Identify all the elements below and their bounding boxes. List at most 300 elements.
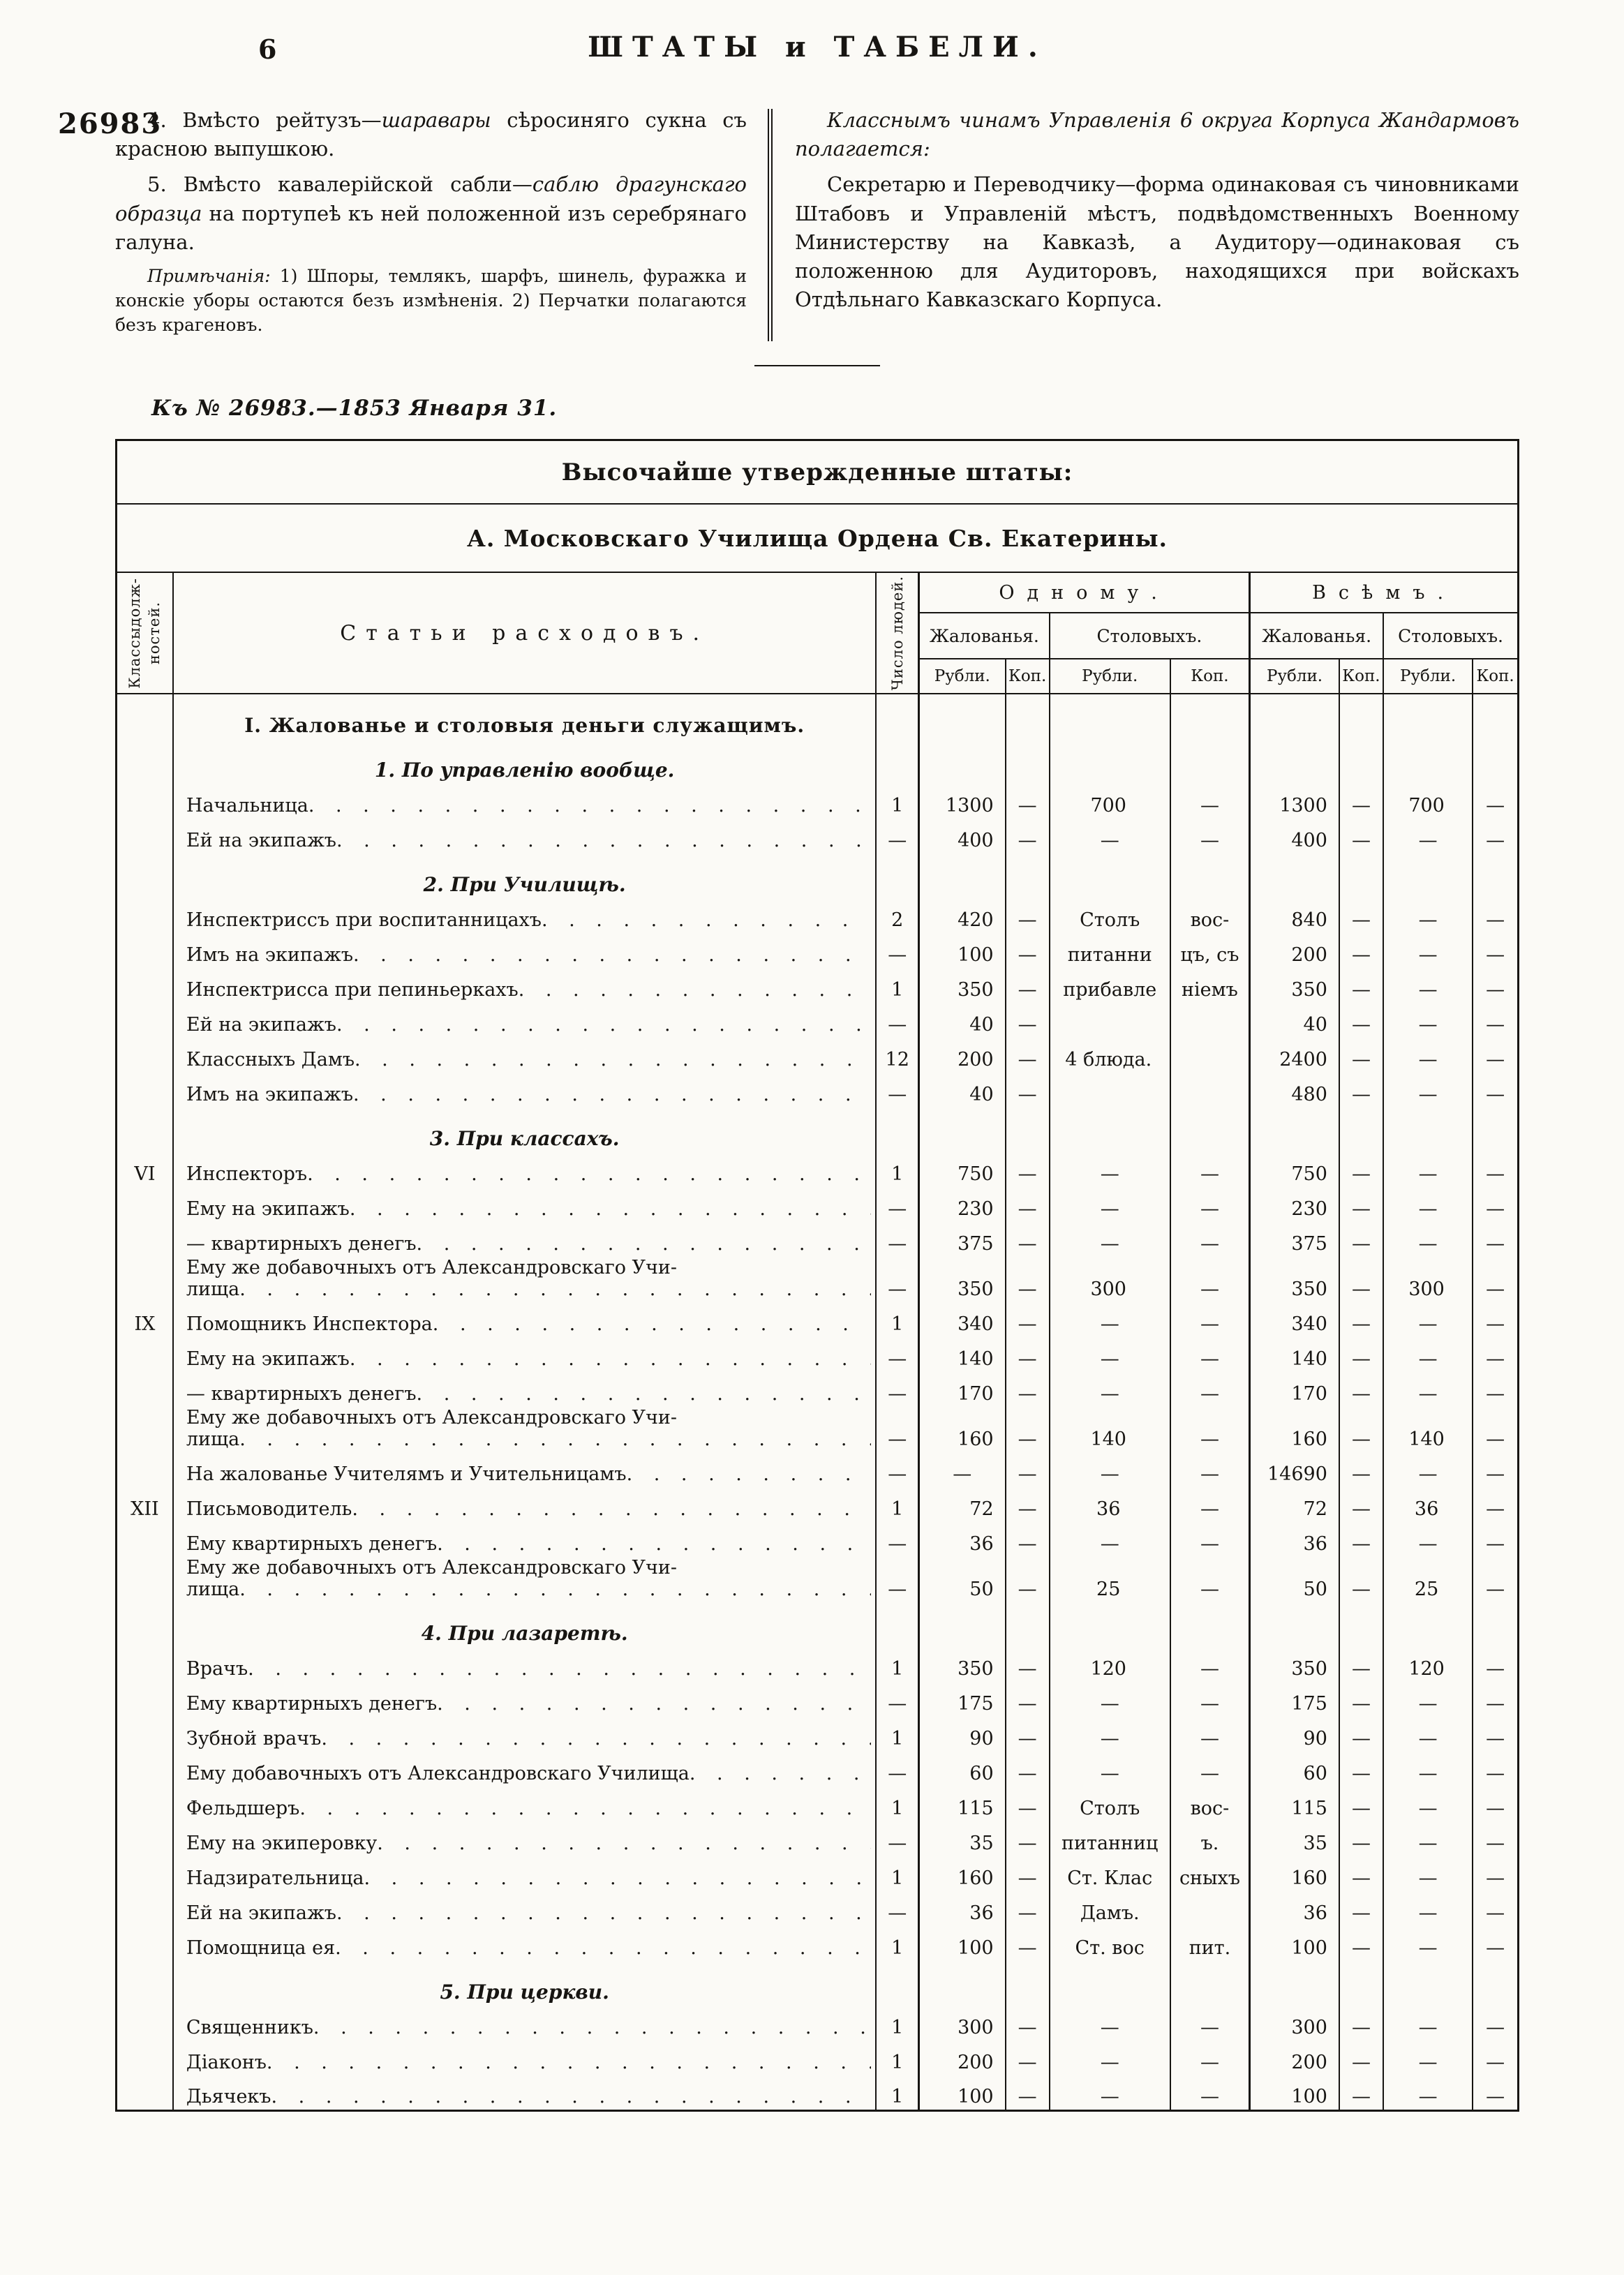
value-cell: 400 bbox=[1250, 819, 1339, 853]
cell bbox=[918, 739, 1005, 784]
value-cell: 25 bbox=[1050, 1557, 1170, 1602]
people-count-cell: — bbox=[876, 1522, 918, 1557]
intro-left-column bbox=[115, 106, 768, 344]
value-cell: — bbox=[1473, 784, 1518, 819]
expense-label-cell bbox=[173, 1073, 877, 1107]
dot-leader bbox=[336, 830, 871, 851]
class-rank-cell bbox=[117, 1073, 173, 1107]
item-row bbox=[117, 1717, 1519, 1752]
value-cell: — bbox=[1473, 1038, 1518, 1073]
expense-label: лища bbox=[186, 1278, 240, 1301]
value-cell: — bbox=[1473, 898, 1518, 933]
dot-leader bbox=[336, 1902, 871, 1924]
cell bbox=[1006, 1107, 1050, 1152]
value-cell: — bbox=[1473, 1821, 1518, 1856]
item-row bbox=[117, 2006, 1519, 2041]
value-cell: 300 bbox=[1250, 2006, 1339, 2041]
value-cell: — bbox=[1006, 2075, 1050, 2110]
value-cell: — bbox=[1473, 1257, 1518, 1302]
value-cell: — bbox=[1006, 819, 1050, 853]
value-cell: — bbox=[1006, 1856, 1050, 1891]
value-cell: 140 bbox=[1383, 1407, 1473, 1452]
value-cell: — bbox=[1006, 784, 1050, 819]
expense-label-cell bbox=[173, 1682, 877, 1717]
value-cell: — bbox=[1006, 1752, 1050, 1787]
cell bbox=[1383, 1602, 1473, 1647]
dot-leader bbox=[299, 1798, 871, 1819]
class-rank-cell bbox=[117, 1682, 173, 1717]
class-rank-cell bbox=[117, 1372, 173, 1407]
value-cell: — bbox=[1473, 1682, 1518, 1717]
cell bbox=[1339, 853, 1383, 898]
value-cell: 100 bbox=[918, 1926, 1005, 1961]
cell bbox=[1050, 739, 1170, 784]
value-cell: — bbox=[1383, 1003, 1473, 1038]
value-cell: — bbox=[1473, 1926, 1518, 1961]
column-divider bbox=[768, 109, 773, 341]
expense-label-cell bbox=[173, 1787, 877, 1821]
value-cell: — bbox=[1473, 933, 1518, 968]
value-cell: — bbox=[1383, 2075, 1473, 2110]
people-count-cell: 1 bbox=[876, 2041, 918, 2075]
people-count-cell: 1 bbox=[876, 1152, 918, 1187]
value-cell: — bbox=[1006, 1891, 1050, 1926]
value-cell: — bbox=[1339, 1452, 1383, 1487]
column-header-expense-items: Статьи расходовъ. bbox=[173, 572, 877, 694]
value-cell: — bbox=[1006, 1821, 1050, 1856]
value-cell: 72 bbox=[1250, 1487, 1339, 1522]
class-rank-cell bbox=[117, 2041, 173, 2075]
people-count-cell: 1 bbox=[876, 1926, 918, 1961]
expense-label: лища bbox=[186, 1579, 240, 1601]
value-cell: Ст. Клас bbox=[1050, 1856, 1170, 1891]
value-cell: — bbox=[1050, 1187, 1170, 1222]
value-cell: 35 bbox=[918, 1821, 1005, 1856]
expense-label: Ему квартирныхъ денегъ bbox=[186, 1533, 438, 1556]
section-label-cell bbox=[173, 739, 877, 784]
people-count-cell: — bbox=[876, 1407, 918, 1452]
value-cell: 840 bbox=[1250, 898, 1339, 933]
paragraph bbox=[115, 170, 747, 257]
value-cell: — bbox=[1339, 1337, 1383, 1372]
expense-label: Ему же добавочныхъ отъ Александровскаго Учи- bbox=[186, 1257, 678, 1279]
class-rank-cell bbox=[117, 1187, 173, 1222]
expense-label: Ему на экиперовку bbox=[186, 1833, 378, 1855]
class-rank-cell bbox=[117, 1856, 173, 1891]
value-cell: питанниц bbox=[1050, 1821, 1170, 1856]
column-header-people-count bbox=[876, 572, 918, 694]
text-segment: 4. Вмѣсто рейтузъ— bbox=[147, 108, 382, 132]
expense-label: Инспектриссъ при воспитанницахъ bbox=[186, 909, 542, 932]
item-row bbox=[117, 819, 1519, 853]
value-cell: — bbox=[1170, 1337, 1250, 1372]
value-cell: — bbox=[1339, 1487, 1383, 1522]
value-cell: — bbox=[1050, 2006, 1170, 2041]
expense-label: Ему же добавочныхъ отъ Александровскаго Учи- bbox=[186, 1407, 678, 1429]
item-row bbox=[117, 1752, 1519, 1787]
value-cell: 36 bbox=[918, 1522, 1005, 1557]
value-cell: вос- bbox=[1170, 898, 1250, 933]
expense-label: — квартирныхъ денегъ bbox=[186, 1383, 417, 1405]
dot-leader bbox=[307, 1163, 871, 1185]
column-header-rubles: Рубли. bbox=[1383, 659, 1473, 694]
value-cell: — bbox=[1339, 1752, 1383, 1787]
expense-label-cell bbox=[173, 1222, 877, 1257]
value-cell: 175 bbox=[918, 1682, 1005, 1717]
section-label: 4. При лазаретѣ. bbox=[421, 1622, 628, 1646]
value-cell: — bbox=[1383, 1522, 1473, 1557]
item-row bbox=[117, 1038, 1519, 1073]
dot-leader bbox=[248, 1658, 871, 1680]
column-header-rubles: Рубли. bbox=[918, 659, 1005, 694]
value-cell: — bbox=[1050, 1152, 1170, 1187]
dot-leader bbox=[271, 2086, 871, 2108]
value-cell: — bbox=[1050, 1522, 1170, 1557]
class-rank-cell bbox=[117, 1752, 173, 1787]
value-cell: — bbox=[1170, 1682, 1250, 1717]
item-row bbox=[117, 933, 1519, 968]
value-cell: 2400 bbox=[1250, 1038, 1339, 1073]
section-label-cell bbox=[173, 1602, 877, 1647]
column-group-each: Одному. bbox=[918, 572, 1249, 613]
value-cell: — bbox=[1473, 1891, 1518, 1926]
value-cell: — bbox=[1383, 898, 1473, 933]
paragraph bbox=[795, 106, 1519, 163]
value-cell: 350 bbox=[918, 1647, 1005, 1682]
class-rank-cell bbox=[117, 1407, 173, 1452]
value-cell: — bbox=[1339, 1926, 1383, 1961]
value-cell: цъ, съ bbox=[1170, 933, 1250, 968]
value-cell: — bbox=[1383, 1717, 1473, 1752]
value-cell: 100 bbox=[918, 2075, 1005, 2110]
value-cell bbox=[1170, 1073, 1250, 1107]
value-cell: — bbox=[1473, 1337, 1518, 1372]
cell bbox=[876, 853, 918, 898]
value-cell: — bbox=[1170, 1717, 1250, 1752]
value-cell: — bbox=[1006, 1187, 1050, 1222]
column-group-all: Всѣмъ. bbox=[1250, 572, 1519, 613]
cell bbox=[1006, 739, 1050, 784]
value-cell: 36 bbox=[1250, 1522, 1339, 1557]
expense-label: Фельдшеръ bbox=[186, 1798, 300, 1820]
value-cell: — bbox=[1473, 1487, 1518, 1522]
expense-label: Діаконъ bbox=[186, 2052, 267, 2074]
dot-leader bbox=[350, 1348, 872, 1370]
value-cell: пит. bbox=[1170, 1926, 1250, 1961]
value-cell: 350 bbox=[918, 968, 1005, 1003]
people-count-cell: — bbox=[876, 1222, 918, 1257]
value-cell: 60 bbox=[918, 1752, 1005, 1787]
expense-label: Ему квартирныхъ денегъ bbox=[186, 1693, 438, 1715]
value-cell: — bbox=[1006, 1222, 1050, 1257]
class-rank-cell bbox=[117, 1647, 173, 1682]
cell bbox=[1170, 1107, 1250, 1152]
value-cell: 350 bbox=[1250, 1257, 1339, 1302]
expense-label-cell bbox=[173, 2075, 877, 2110]
dot-leader bbox=[417, 1383, 872, 1405]
cell bbox=[1383, 1961, 1473, 2006]
value-cell: — bbox=[1006, 1522, 1050, 1557]
value-cell: — bbox=[1170, 1372, 1250, 1407]
value-cell: — bbox=[1006, 1407, 1050, 1452]
expense-label: На жалованье Учителямъ и Учительницамъ bbox=[186, 1463, 627, 1486]
cell bbox=[1250, 853, 1339, 898]
value-cell: 170 bbox=[1250, 1372, 1339, 1407]
expense-label: Ему добавочныхъ отъ Александровскаго Училища bbox=[186, 1763, 690, 1785]
item-row bbox=[117, 1647, 1519, 1682]
column-header-board-each: Столовыхъ. bbox=[1050, 613, 1250, 659]
section-row bbox=[117, 1107, 1519, 1152]
value-cell: — bbox=[1473, 2041, 1518, 2075]
value-cell: — bbox=[1473, 1152, 1518, 1187]
value-cell: — bbox=[1050, 1372, 1170, 1407]
dot-leader bbox=[519, 979, 872, 1001]
class-rank-cell bbox=[117, 1821, 173, 1856]
value-cell: 350 bbox=[918, 1257, 1005, 1302]
value-cell: — bbox=[1050, 1682, 1170, 1717]
value-cell: — bbox=[1339, 1152, 1383, 1187]
value-cell: 140 bbox=[1050, 1407, 1170, 1452]
class-rank-cell bbox=[117, 1337, 173, 1372]
value-cell: — bbox=[1339, 898, 1383, 933]
people-count-cell: 1 bbox=[876, 784, 918, 819]
class-rank-cell bbox=[117, 1717, 173, 1752]
expense-label-cell bbox=[173, 1038, 877, 1073]
expense-label: Классныхъ Дамъ bbox=[186, 1049, 355, 1071]
expense-label: Письмоводитель bbox=[186, 1498, 352, 1521]
value-cell: — bbox=[1339, 1302, 1383, 1337]
expense-label: Ему на экипажъ bbox=[186, 1198, 350, 1221]
value-cell: 115 bbox=[918, 1787, 1005, 1821]
expense-label-cell bbox=[173, 968, 877, 1003]
expense-label-cell bbox=[173, 933, 877, 968]
expense-label-cell bbox=[173, 898, 877, 933]
value-cell: — bbox=[1050, 2075, 1170, 2110]
value-cell: — bbox=[1170, 2075, 1250, 2110]
value-cell: — bbox=[1050, 1222, 1170, 1257]
value-cell: — bbox=[1339, 1073, 1383, 1107]
value-cell: 230 bbox=[1250, 1187, 1339, 1222]
paragraph bbox=[115, 106, 747, 163]
value-cell: — bbox=[1050, 1717, 1170, 1752]
value-cell: 40 bbox=[918, 1073, 1005, 1107]
value-cell: сныхъ bbox=[1170, 1856, 1250, 1891]
class-rank-cell bbox=[117, 2075, 173, 2110]
value-cell: — bbox=[1473, 1407, 1518, 1452]
value-cell bbox=[1170, 1891, 1250, 1926]
item-row bbox=[117, 1073, 1519, 1107]
expense-label: Имъ на экипажъ bbox=[186, 944, 353, 967]
expense-label-cell bbox=[173, 1752, 877, 1787]
text-segment: Секретарю и Переводчику—форма одинаковая съ чиновниками Штабовъ и Управленій мѣстъ, подвѣдомственныхъ Военному Министерству на Кавказѣ, а Аудитору—одинаковая съ положенною для Аудиторовъ, находящихся при войскахъ Отдѣльнаго Кавказскаго Корпуса. bbox=[795, 172, 1519, 312]
class-rank-cell bbox=[117, 1222, 173, 1257]
class-rank-cell bbox=[117, 1926, 173, 1961]
value-cell: — bbox=[1006, 1257, 1050, 1302]
expense-label-cell bbox=[173, 1647, 877, 1682]
table-title: Высочайше утвержденные штаты: bbox=[117, 440, 1519, 504]
expense-label-cell bbox=[173, 1926, 877, 1961]
value-cell: 160 bbox=[1250, 1407, 1339, 1452]
value-cell: Ст. вос bbox=[1050, 1926, 1170, 1961]
value-cell: 160 bbox=[918, 1407, 1005, 1452]
expense-label: — квартирныхъ денегъ bbox=[186, 1233, 417, 1255]
dot-leader bbox=[239, 1278, 871, 1300]
value-cell: — bbox=[1383, 1038, 1473, 1073]
value-cell: 160 bbox=[1250, 1856, 1339, 1891]
value-cell: 375 bbox=[1250, 1222, 1339, 1257]
value-cell: — bbox=[1006, 1487, 1050, 1522]
item-row bbox=[117, 2041, 1519, 2075]
section-label: 1. По управленію вообще. bbox=[374, 759, 675, 782]
text-segment: 1) Шпоры, темлякъ, шарфъ, шинель, фуражка и конскіе уборы остаются безъ измѣненія. 2) Перчатки полагаются безъ крагеновъ. bbox=[115, 265, 747, 335]
intro-section bbox=[58, 106, 1519, 344]
value-cell: — bbox=[1473, 2006, 1518, 2041]
value-cell: — bbox=[1383, 1682, 1473, 1717]
value-cell: 340 bbox=[918, 1302, 1005, 1337]
cell bbox=[918, 694, 1005, 739]
item-row bbox=[117, 1682, 1519, 1717]
cell bbox=[1339, 739, 1383, 784]
section-label-cell bbox=[173, 1107, 877, 1152]
value-cell: — bbox=[1339, 1003, 1383, 1038]
section-row bbox=[117, 1602, 1519, 1647]
dot-leader bbox=[437, 1693, 871, 1715]
column-header-class-ranks bbox=[117, 572, 173, 694]
class-rank-cell bbox=[117, 1257, 173, 1302]
item-row bbox=[117, 1337, 1519, 1372]
value-cell: — bbox=[1339, 1187, 1383, 1222]
column-header-row-groups bbox=[117, 572, 1519, 613]
people-count-cell: — bbox=[876, 1073, 918, 1107]
cell bbox=[117, 694, 173, 739]
cell bbox=[1383, 1107, 1473, 1152]
column-header-salary-all: Жалованья. bbox=[1250, 613, 1383, 659]
item-row bbox=[117, 1187, 1519, 1222]
value-cell: — bbox=[1383, 1856, 1473, 1891]
value-cell: — bbox=[1006, 2041, 1050, 2075]
cell bbox=[1006, 694, 1050, 739]
value-cell: — bbox=[1006, 1003, 1050, 1038]
value-cell: 40 bbox=[918, 1003, 1005, 1038]
value-cell: прибавле bbox=[1050, 968, 1170, 1003]
value-cell bbox=[1050, 1073, 1170, 1107]
item-row bbox=[117, 1152, 1519, 1187]
column-header-salary-each: Жалованья. bbox=[918, 613, 1049, 659]
value-cell: — bbox=[1383, 1821, 1473, 1856]
people-count-cell: — bbox=[876, 1372, 918, 1407]
expense-label: Врачъ bbox=[186, 1658, 248, 1680]
expense-label-cell bbox=[173, 784, 877, 819]
cell bbox=[1006, 1602, 1050, 1647]
intro-right-column bbox=[773, 106, 1519, 344]
value-cell: 40 bbox=[1250, 1003, 1339, 1038]
value-cell: — bbox=[1383, 1752, 1473, 1787]
dot-leader bbox=[542, 909, 871, 931]
value-cell: — bbox=[1006, 898, 1050, 933]
value-cell: 350 bbox=[1250, 1647, 1339, 1682]
expense-label-cell bbox=[173, 1452, 877, 1487]
item-row bbox=[117, 1487, 1519, 1522]
people-count-cell: — bbox=[876, 1557, 918, 1602]
cell bbox=[1250, 1602, 1339, 1647]
people-count-cell: 1 bbox=[876, 1302, 918, 1337]
value-cell: 140 bbox=[1250, 1337, 1339, 1372]
class-rank-cell bbox=[117, 1557, 173, 1602]
cell bbox=[1050, 1961, 1170, 2006]
cell bbox=[1170, 739, 1250, 784]
cell bbox=[1050, 1107, 1170, 1152]
value-cell: 1300 bbox=[918, 784, 1005, 819]
value-cell: — bbox=[1170, 1752, 1250, 1787]
value-cell: 200 bbox=[1250, 2041, 1339, 2075]
text-segment: сѣросиняго сукна съ красною выпушкою. bbox=[115, 108, 747, 161]
value-cell: — bbox=[1339, 1787, 1383, 1821]
cell bbox=[1170, 1602, 1250, 1647]
value-cell: — bbox=[1473, 1752, 1518, 1787]
people-count-cell: — bbox=[876, 1337, 918, 1372]
expense-label: Ей на экипажъ bbox=[186, 1902, 336, 1925]
people-count-cell: 1 bbox=[876, 1717, 918, 1752]
section-label-cell bbox=[173, 1961, 877, 2006]
value-cell: — bbox=[1006, 1337, 1050, 1372]
value-cell: — bbox=[1006, 1073, 1050, 1107]
people-count-cell: 1 bbox=[876, 1856, 918, 1891]
value-cell: — bbox=[1006, 968, 1050, 1003]
value-cell: 700 bbox=[1383, 784, 1473, 819]
dot-leader bbox=[377, 1833, 871, 1854]
value-cell: — bbox=[1339, 1222, 1383, 1257]
cell bbox=[1006, 853, 1050, 898]
value-cell: — bbox=[1473, 1856, 1518, 1891]
value-cell: 200 bbox=[918, 2041, 1005, 2075]
value-cell: 750 bbox=[1250, 1152, 1339, 1187]
item-row bbox=[117, 1522, 1519, 1557]
cell bbox=[1473, 694, 1518, 739]
value-cell: 1300 bbox=[1250, 784, 1339, 819]
expense-label: Ему на экипажъ bbox=[186, 1348, 350, 1371]
table-caption: Къ № 26983.—1853 Января 31. bbox=[151, 395, 558, 421]
value-cell: — bbox=[1050, 819, 1170, 853]
cell bbox=[1383, 694, 1473, 739]
value-cell: — bbox=[1473, 1222, 1518, 1257]
item-row bbox=[117, 898, 1519, 933]
expense-label-cell bbox=[173, 1891, 877, 1926]
cell bbox=[1170, 1961, 1250, 2006]
value-cell: — bbox=[1339, 819, 1383, 853]
column-header-rubles: Рубли. bbox=[1050, 659, 1170, 694]
value-cell: — bbox=[1170, 1302, 1250, 1337]
people-count-cell: — bbox=[876, 1752, 918, 1787]
item-row bbox=[117, 1926, 1519, 1961]
value-cell: — bbox=[1170, 1557, 1250, 1602]
value-cell: — bbox=[1383, 1073, 1473, 1107]
value-cell: — bbox=[1339, 1522, 1383, 1557]
section-row bbox=[117, 739, 1519, 784]
text-segment: 5. Вмѣсто кавалерійской сабли— bbox=[147, 172, 532, 197]
item-row bbox=[117, 1787, 1519, 1821]
value-cell: 140 bbox=[918, 1337, 1005, 1372]
class-rank-cell bbox=[117, 933, 173, 968]
value-cell: 480 bbox=[1250, 1073, 1339, 1107]
class-rank-cell bbox=[117, 1452, 173, 1487]
item-row bbox=[117, 1407, 1519, 1452]
value-cell: — bbox=[1006, 1926, 1050, 1961]
value-cell: — bbox=[1170, 1452, 1250, 1487]
value-cell: — bbox=[1050, 1752, 1170, 1787]
cell bbox=[1250, 1961, 1339, 2006]
value-cell: — bbox=[1383, 1302, 1473, 1337]
cell bbox=[918, 853, 1005, 898]
